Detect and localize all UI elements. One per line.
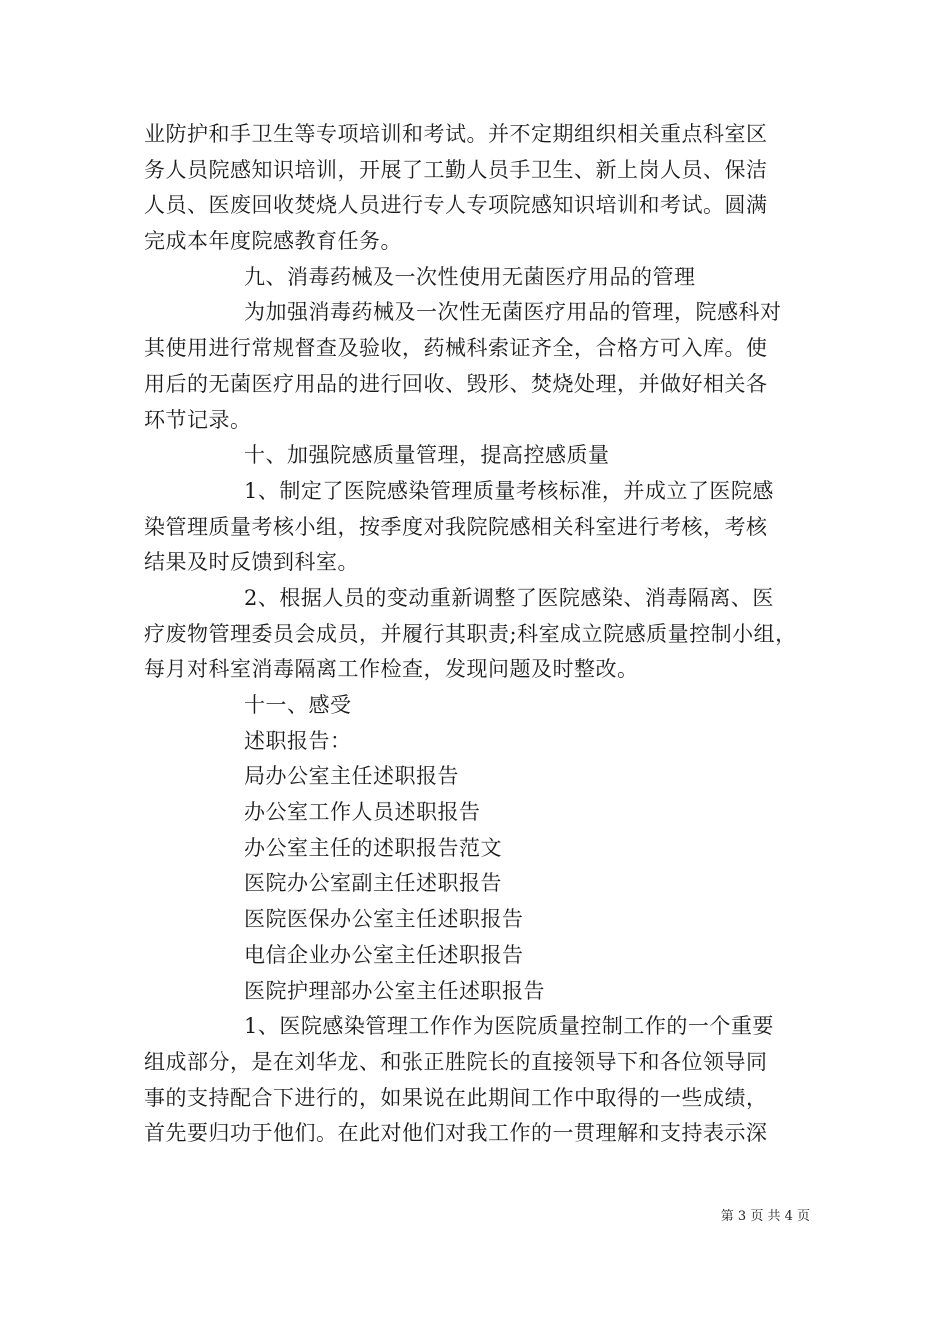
text-line: 其使用进行常规督查及验收，药械科索证齐全，合格方可入库。使 bbox=[144, 336, 768, 361]
text-line: 医院护理部办公室主任述职报告 bbox=[244, 978, 545, 1003]
text-line: 结果及时反馈到科室。 bbox=[144, 550, 359, 575]
text-line: 九、消毒药械及一次性使用无菌医疗用品的管理 bbox=[244, 264, 696, 289]
text-line: 十、加强院感质量管理，提高控感质量 bbox=[244, 443, 610, 468]
text-line: 办公室工作人员述职报告 bbox=[244, 800, 481, 825]
text-line: 完成本年度院感教育任务。 bbox=[144, 229, 402, 254]
text-line: 组成部分，是在刘华龙、和张正胜院长的直接领导下和各位领导同 bbox=[144, 1049, 768, 1074]
text-line: 电信企业办公室主任述职报告 bbox=[244, 942, 524, 967]
text-line: 务人员院感知识培训，开展了工勤人员手卫生、新上岗人员、保洁 bbox=[144, 157, 768, 182]
page-number-footer: 第 3 页 共 4 页 bbox=[720, 1209, 810, 1224]
text-line: 医院医保办公室主任述职报告 bbox=[244, 907, 524, 932]
text-line: 人员、医废回收焚烧人员进行专人专项院感知识培训和考试。圆满 bbox=[144, 193, 768, 218]
text-line: 述职报告： bbox=[244, 728, 352, 753]
text-line: 办公室主任的述职报告范文 bbox=[244, 835, 502, 860]
text-line: 2、根据人员的变动重新调整了医院感染、消毒隔离、医 bbox=[244, 585, 774, 610]
text-line: 染管理质量考核小组，按季度对我院院感相关科室进行考核，考核 bbox=[144, 514, 768, 539]
text-line: 事的支持配合下进行的，如果说在此期间工作中取得的一些成绩， bbox=[144, 1085, 768, 1110]
text-line: 为加强消毒药械及一次性无菌医疗用品的管理，院感科对 bbox=[244, 300, 782, 325]
text-line: 十一、感受 bbox=[244, 693, 352, 717]
document-body bbox=[144, 117, 814, 1152]
text-line: 用后的无菌医疗用品的进行回收、毁形、焚烧处理，并做好相关各 bbox=[144, 371, 768, 396]
text-line: 环节记录。 bbox=[144, 407, 252, 432]
text-line: 业防护和手卫生等专项培训和考试。并不定期组织相关重点科室区 bbox=[144, 122, 768, 146]
text-line: 疗废物管理委员会成员，并履行其职责;科室成立院感质量控制小组， bbox=[144, 621, 797, 646]
text-line: 每月对科室消毒隔离工作检查，发现问题及时整改。 bbox=[144, 657, 639, 682]
text-line: 1、制定了医院感染管理质量考核标准，并成立了医院感 bbox=[244, 478, 774, 503]
text-line: 1、医院感染管理工作作为医院质量控制工作的一个重要 bbox=[244, 1014, 774, 1039]
text-line: 首先要归功于他们。在此对他们对我工作的一贯理解和支持表示深 bbox=[144, 1121, 768, 1146]
text-line: 医院办公室副主任述职报告 bbox=[244, 871, 502, 896]
text-line: 局办公室主任述职报告 bbox=[244, 764, 459, 789]
